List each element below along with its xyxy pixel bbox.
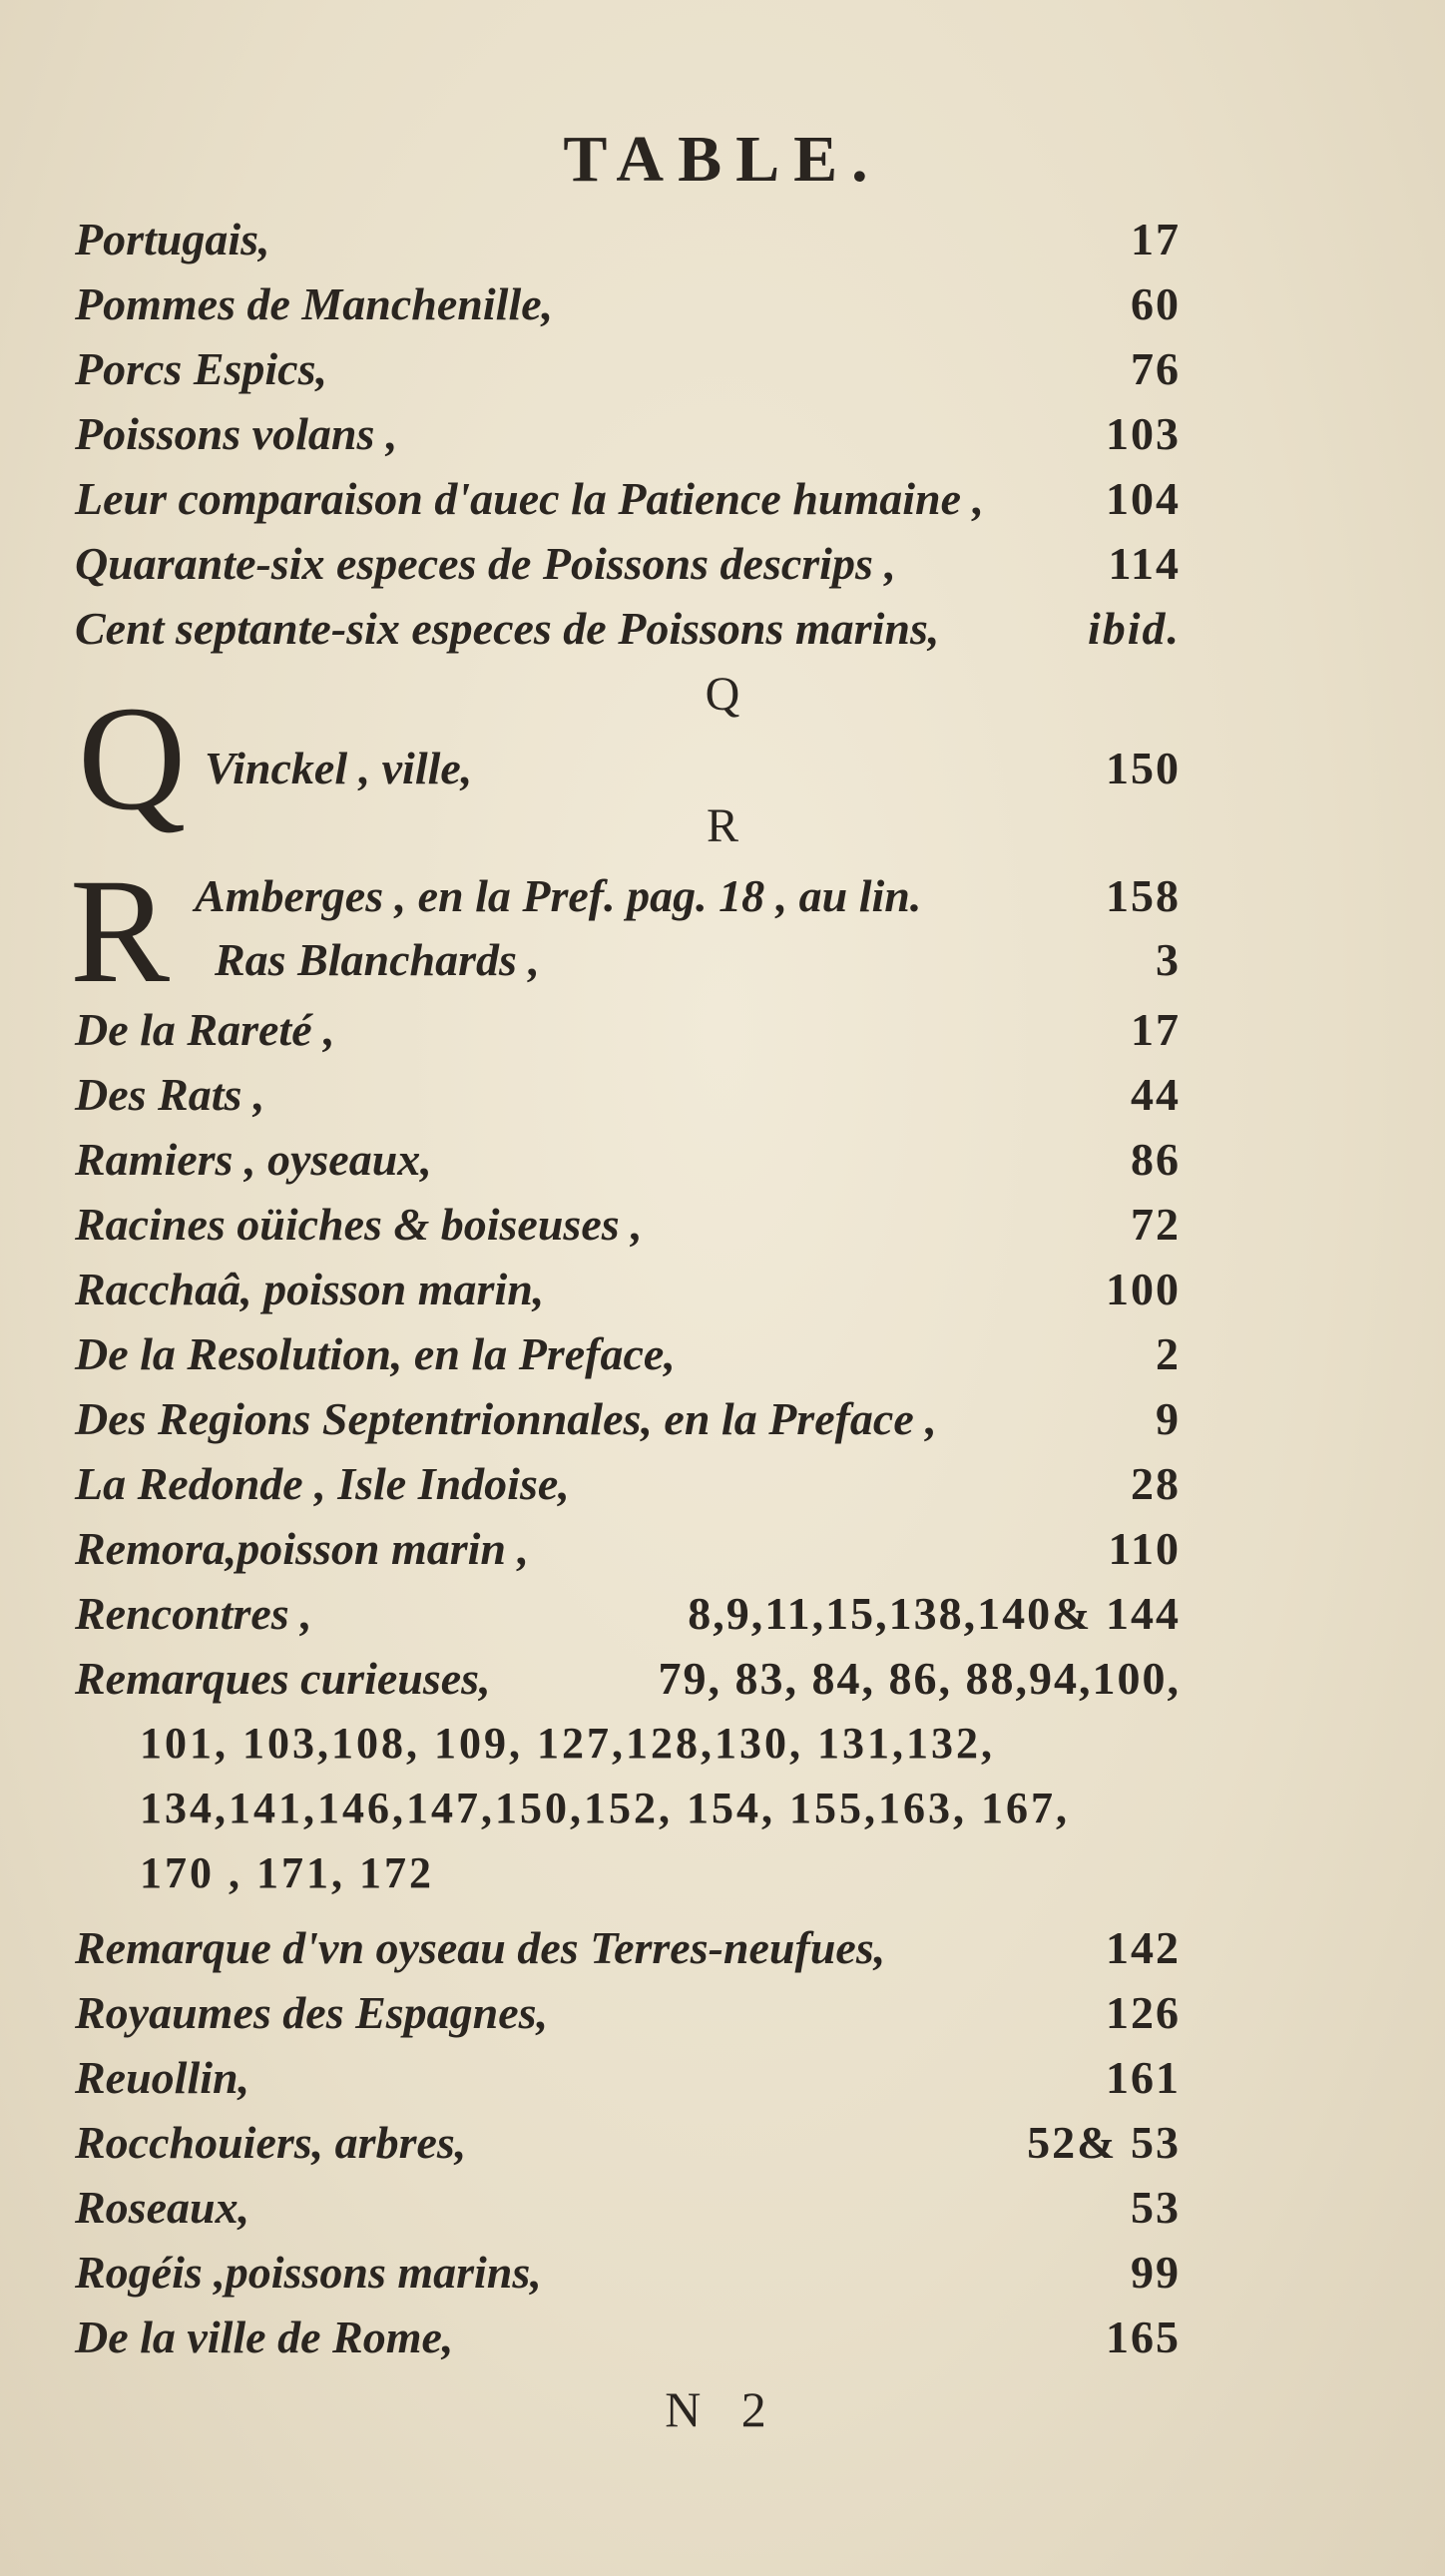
page-title: TABLE. (563, 123, 882, 196)
index-entry (75, 1454, 1181, 1514)
drop-cap-r: R (70, 848, 171, 1014)
entry-page: 103 (1106, 408, 1181, 459)
entry-page: 126 (1106, 1987, 1181, 2038)
entry-page: 3 (1156, 934, 1181, 985)
index-entry (205, 739, 1181, 798)
entry-page: 28 (1131, 1458, 1181, 1509)
entry-page: 79, 83, 84, 86, 88,94,100, (658, 1653, 1181, 1704)
index-entry (75, 274, 1181, 334)
entry-label: Pommes de Manchenille, (75, 278, 554, 329)
entry-label: Cent septante-six especes de Poissons marins, (75, 603, 940, 654)
entry-page: 53 (1131, 2182, 1181, 2233)
entry-label: Leur comparaison d'auec la Patience humaine , (75, 473, 985, 524)
entry-page-continuation: 170 , 171, 172 (140, 1848, 434, 1897)
entry-page: 99 (1131, 2247, 1181, 2298)
entry-label: Ras Blanchards , (215, 934, 540, 985)
entry-label: Poissons volans , (75, 408, 398, 459)
entry-page: 76 (1131, 343, 1181, 394)
entry-page: 100 (1106, 1264, 1181, 1314)
index-entry (75, 2113, 1181, 2173)
signature-mark: N 2 (665, 2381, 780, 2437)
section-letter-q: Q (705, 668, 740, 721)
entry-label: Des Regions Septentrionnales, en la Preface , (75, 1393, 937, 1444)
index-entry (75, 1584, 1181, 1644)
index-entry (75, 1260, 1181, 1319)
entry-label: Portugais, (75, 214, 270, 264)
entry-label: Reuollin, (75, 2052, 250, 2103)
index-entry (75, 210, 1181, 269)
entry-page: 9 (1156, 1393, 1181, 1444)
index-entry (215, 930, 1181, 990)
index-entry (75, 1130, 1181, 1190)
entry-label: De la ville de Rome, (75, 2312, 454, 2362)
entry-page: 60 (1131, 278, 1181, 329)
index-entry (75, 1195, 1181, 1255)
entry-label: Remarques curieuses, (75, 1653, 491, 1704)
entry-label: Vinckel , ville, (205, 743, 473, 793)
index-entry (75, 1389, 1181, 1449)
entry-label: Ramiers , oyseaux, (75, 1134, 432, 1185)
entry-page: 150 (1106, 743, 1181, 793)
entry-page: 72 (1131, 1199, 1181, 1250)
entry-label: De la Resolution, en la Preface, (75, 1328, 676, 1379)
entry-label: Porcs Espics, (75, 343, 327, 394)
index-entry (75, 1649, 1181, 1709)
entry-page: 44 (1131, 1069, 1181, 1120)
index-entry (75, 1983, 1181, 2043)
entry-page: 2 (1156, 1328, 1181, 1379)
index-entry (75, 469, 1181, 529)
entry-label: Roseaux, (75, 2182, 250, 2233)
entry-label: Des Rats , (75, 1069, 265, 1120)
entry-label: Racines oüiches & boiseuses , (75, 1199, 643, 1250)
entry-label: Royaumes des Espagnes, (75, 1987, 549, 2038)
index-entry (75, 404, 1181, 464)
entry-label: Rencontres , (75, 1588, 312, 1639)
entry-label: Rocchouiers, arbres, (75, 2117, 467, 2168)
entry-page: 104 (1106, 473, 1181, 524)
entry-label: Remarque d'vn oyseau des Terres-neufues, (75, 1922, 886, 1973)
entry-label: Remora,poisson marin , (75, 1523, 529, 1574)
entry-page: 114 (1108, 538, 1181, 589)
entry-label: De la Rareté , (75, 1004, 335, 1055)
index-entry (75, 1324, 1181, 1384)
entry-label: Racchaâ, poisson marin, (75, 1264, 545, 1314)
entry-page: 158 (1106, 870, 1181, 921)
entry-page: 165 (1106, 2312, 1181, 2362)
index-entry (75, 1065, 1181, 1125)
index-entry (75, 2178, 1181, 2238)
entry-label: La Redonde , Isle Indoise, (75, 1458, 570, 1509)
index-entry (75, 1000, 1181, 1060)
entry-page: 17 (1131, 1004, 1181, 1055)
entry-page: 17 (1131, 214, 1181, 264)
index-entry (75, 2243, 1181, 2303)
index-entry (75, 2308, 1181, 2367)
section-letter-r: R (706, 799, 738, 852)
entry-page: 110 (1108, 1523, 1181, 1574)
index-entry (195, 866, 1181, 926)
entry-page: 86 (1131, 1134, 1181, 1185)
entry-page: 142 (1106, 1922, 1181, 1973)
index-entry (75, 534, 1181, 594)
entry-page: 52& 53 (1027, 2117, 1181, 2168)
index-entry (75, 599, 1181, 659)
entry-label: Rogéis ,poissons marins, (75, 2247, 542, 2298)
entry-page-continuation: 134,141,146,147,150,152, 154, 155,163, 167, (140, 1784, 1070, 1832)
drop-cap-q: Q (78, 676, 187, 841)
index-entry (75, 1918, 1181, 1978)
index-entry (75, 1519, 1181, 1579)
entry-label: Quarante-six especes de Poissons descrips , (75, 538, 896, 589)
entry-page-continuation: 101, 103,108, 109, 127,128,130, 131,132, (140, 1719, 995, 1768)
entry-page: 8,9,11,15,138,140& 144 (688, 1588, 1181, 1639)
entry-label: Amberges , en la Pref. pag. 18 , au lin. (195, 870, 922, 921)
entry-page: 161 (1106, 2052, 1181, 2103)
index-entry (75, 2048, 1181, 2108)
entry-page: ibid. (1087, 603, 1181, 654)
index-entry (75, 339, 1181, 399)
